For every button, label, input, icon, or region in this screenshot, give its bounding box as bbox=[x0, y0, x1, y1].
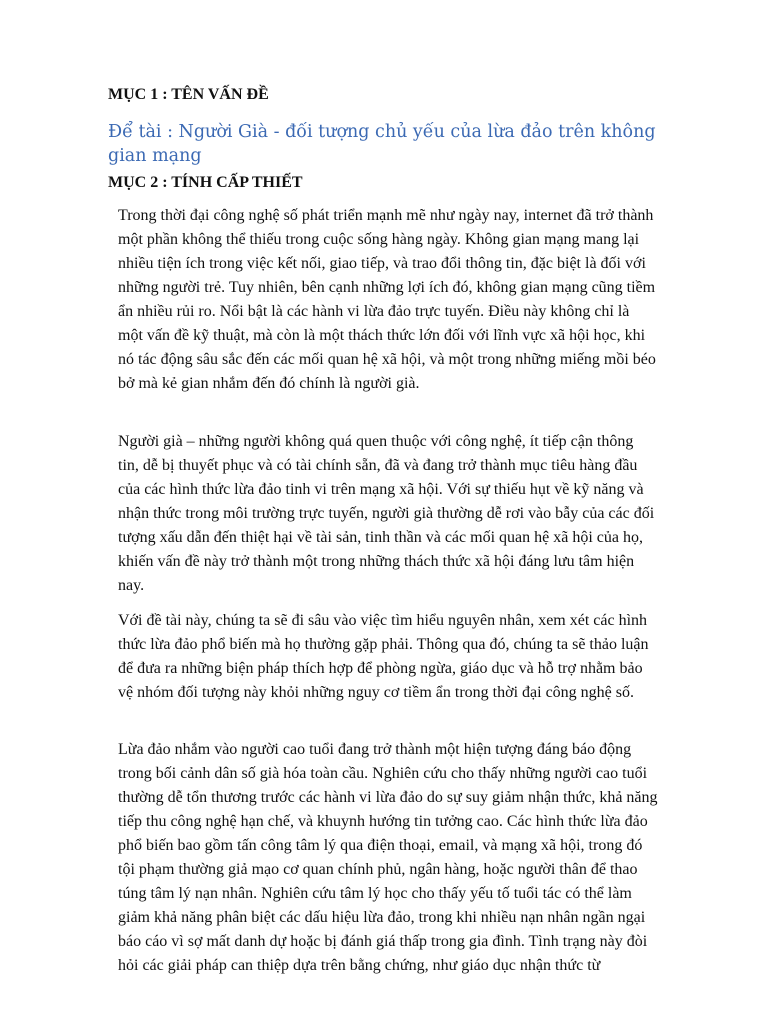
paragraph-3: Với đề tài này, chúng ta sẽ đi sâu vào việc tìm hiểu nguyên nhân, xem xét các hình thức lừa đảo phổ biến mà họ thường gặp phải. Thông qua đó, chúng ta sẽ thảo luận để đưa ra những biện pháp thích hợp để phòng ngừa, giáo dục và hỗ trợ nhằm bảo vệ nhóm đối tượng này khỏi những nguy cơ tiềm ẩn trong thời đại công nghệ số. bbox=[118, 612, 649, 701]
paragraph-1: Trong thời đại công nghệ số phát triển mạnh mẽ như ngày nay, internet đã trở thành một phần không thể thiếu trong cuộc sống hàng ngày. Không gian mạng mang lại nhiều tiện ích trong việc kết nối, giao tiếp, và trao đổi thông tin, đặc biệt là đối với những người trẻ. Tuy nhiên, bên cạnh những lợi ích đó, không gian mạng cũng tiềm ẩn nhiều rủi ro. Nổi bật là các hành vi lừa đảo trực tuyến. Điều này không chỉ là một vấn đề kỹ thuật, mà còn là một thách thức lớn đối với lĩnh vực xã hội học, khi nó tác động sâu sắc đến các mối quan hệ xã hội, và một trong những miếng mồi béo bở mà kẻ gian nhắm đến đó chính là người già. bbox=[118, 207, 656, 392]
topic-title: Để tài : Người Già - đối tượng chủ yếu của lừa đảo trên không gian mạng bbox=[108, 122, 656, 166]
paragraph-2: Người già – những người không quá quen thuộc với công nghệ, ít tiếp cận thông tin, dễ bị thuyết phục và có tài chính sẵn, đã và đang trở thành mục tiêu hàng đầu của các hình thức lừa đảo tinh vi trên mạng xã hội. Với sự thiếu hụt về kỹ năng và nhận thức trong môi trường trực tuyến, người già thường dễ rơi vào bẫy của các đối tượng xấu dẫn đến thiệt hại về tài sản, tinh thần và các mối quan hệ xã hội của họ, khiến vấn đề này trở thành một trong những thách thức xã hội đáng lưu tâm hiện nay. bbox=[118, 433, 655, 594]
section-1-heading: MỤC 1 : TÊN VẤN ĐỀ bbox=[108, 86, 269, 103]
paragraph-4: Lừa đảo nhắm vào người cao tuổi đang trở thành một hiện tượng đáng báo động trong bối cảnh dân số già hóa toàn cầu. Nghiên cứu cho thấy những người cao tuổi thường dễ tổn thương trước các hành vi lừa đảo do sự suy giảm nhận thức, khả năng tiếp thu công nghệ hạn chế, và khuynh hướng tin tưởng cao. Các hình thức lừa đảo phổ biến bao gồm tấn công tâm lý qua điện thoại, email, và mạng xã hội, trong đó tội phạm thường giả mạo cơ quan chính phủ, ngân hàng, hoặc người thân để thao túng tâm lý nạn nhân. Nghiên cứu tâm lý học cho thấy yếu tố tuổi tác có thể làm giảm khả năng phân biệt các dấu hiệu lừa đảo, trong khi nhiều nạn nhân ngần ngại báo cáo vì sợ mất danh dự hoặc bị đánh giá thấp trong gia đình. Tình trạng này đòi hỏi các giải pháp can thiệp dựa trên bằng chứng, như giáo dục nhận thức từ bbox=[118, 741, 658, 974]
section-2-heading: MỤC 2 : TÍNH CẤP THIẾT bbox=[108, 174, 303, 191]
